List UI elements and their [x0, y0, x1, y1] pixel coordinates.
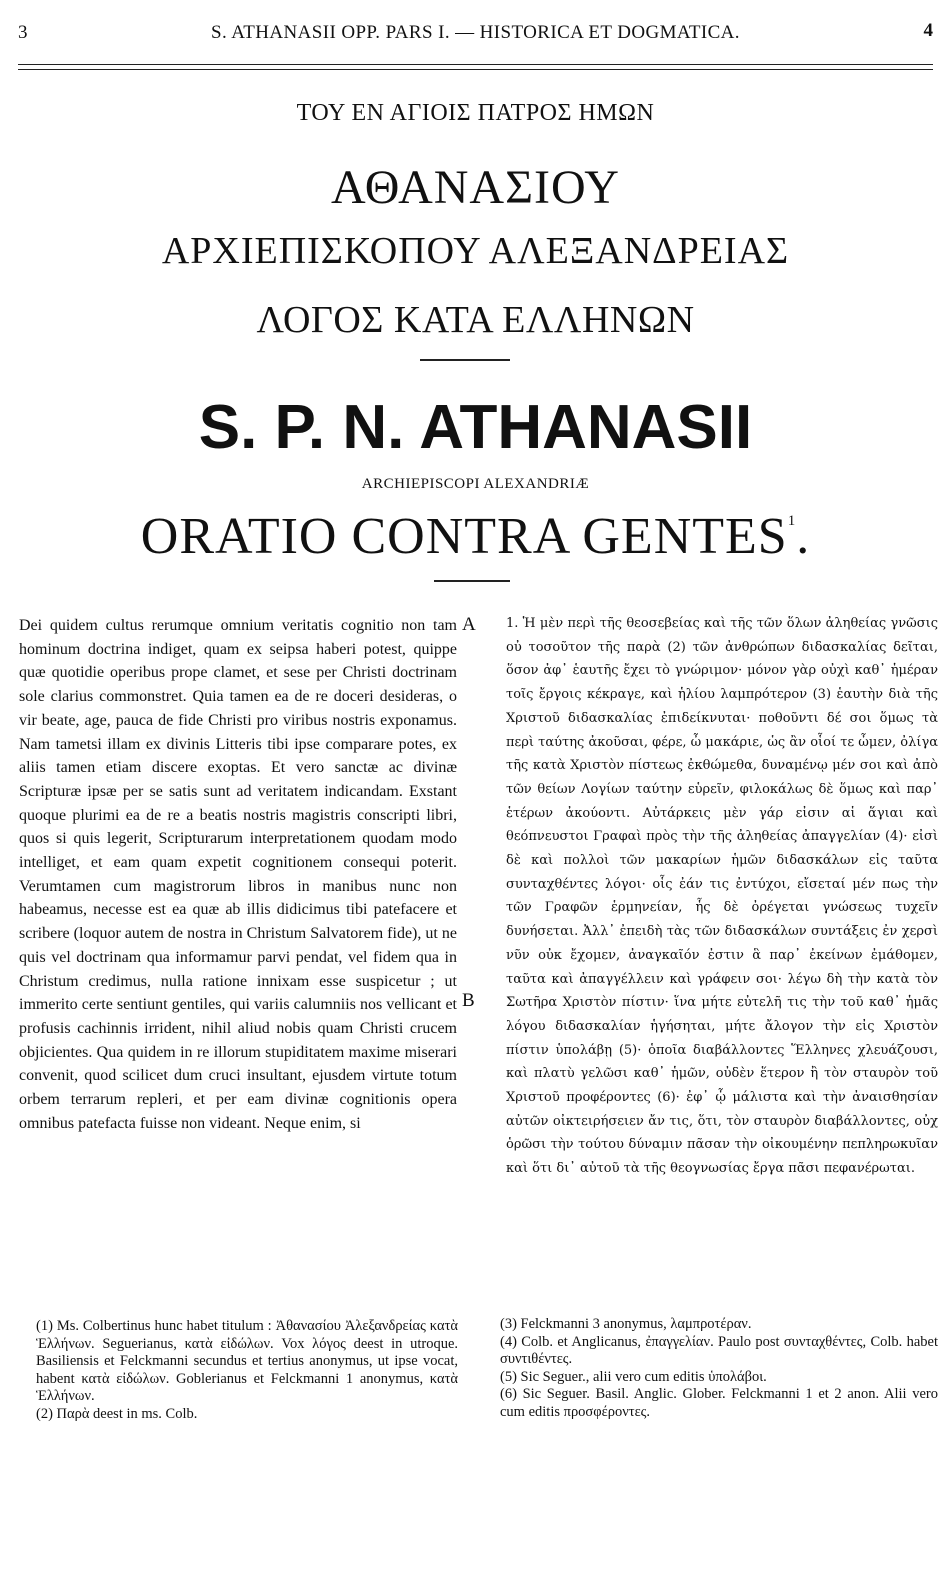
- footnotes-left: [36, 1318, 458, 1423]
- greek-column: [506, 612, 938, 1181]
- latin-title-line-2: ARCHIEPISCOPI ALEXANDRIÆ: [361, 476, 590, 492]
- footnote: (6) Sic Seguer. Basil. Anglic. Glober. Felckmanni 1 et 2 anon. Alii vero cum editis προσφέροντες.: [500, 1386, 938, 1420]
- latin-title-work: [0, 507, 951, 566]
- greek-title-author: ΑΘΑΝΑΣΙΟΥ: [331, 161, 620, 214]
- latin-column: [19, 614, 457, 1135]
- running-head: S. ATHANASII OPP. PARS I. — HISTORICA ET DOGMATICA.: [211, 22, 740, 43]
- latin-title-work-text: ORATIO CONTRA GENTES: [140, 508, 788, 565]
- greek-title-line-1: ΤΟΥ ΕΝ ΑΓΙΟΙΣ ΠΑΤΡΟΣ ΗΜΩΝ: [296, 100, 655, 126]
- footnote-mark: 1: [787, 513, 797, 529]
- greek-paragraph: 1. Ἡ μὲν περὶ τῆς θεοσεβείας καὶ τῆς τῶν ὅλων ἀληθείας γνῶσις οὐ τοσοῦτον τῆς παρὰ (2) τῶν ἀνθρώπων διδασκαλίας δεῖται, ὅσον ἀφ᾽ ἑαυτῆς ἔχει τὸ γνώριμον· μόνον γὰρ οὐχὶ καθ᾽ ἡμέραν τοῖς ἔργοις κέκραγε, καὶ ἡλίου λαμπρότερον (3) ἑαυτὴν διὰ τῆς Χριστοῦ διδασκαλίας ἐπιδείκνυται· ποθοῦντι δέ σοι ὅμως τὰ περὶ ταύτης ἀκοῦσαι, φέρε, ὦ μακάριε, ὡς ἂν οἷοί τε ὦμεν, ὀλίγα τῆς κατὰ Χριστὸν πίστεως ἐκθώμεθα, δυναμένῳ μέν σοι καὶ ἀπὸ τῶν θείων Λογίων ταύτην εὑρεῖν, φιλοκάλως δὲ ὅμως καὶ παρ᾽ ἑτέρων ἀκούοντι. Αὐτάρκεις μὲν γάρ εἰσιν αἱ ἅγιαι καὶ θεόπνευστοι Γραφαὶ πρὸς τὴν τῆς ἀληθείας ἀπαγγελίαν (4)· εἰσὶ δὲ καὶ πολλοὶ τῶν μακαρίων ἡμῶν διδασκάλων εἰς ταῦτα συνταχθέντες λόγοι· οἷς ἐάν τις ἐντύχοι, εἴσεταί μέν πως τὴν τῶν Γραφῶν ἑρμηνείαν, ἧς δὲ ὀρέγεται γνώσεως τυχεῖν δυνήσεται. Ἀλλ᾽ ἐπειδὴ τὰς τῶν διδασκάλων συντάξεις ἐν χερσὶ νῦν οὐκ ἔχομεν, ἀναγκαῖόν ἐστιν ἃ παρ᾽ ἐκείνων ἐμάθομεν, ταῦτα καὶ ἀπαγγέλλειν καὶ γράφειν σοι· λέγω δὴ τὴν κατὰ τὸν Σωτῆρα Χριστὸν πίστιν· ἵνα μήτε εὐτελῆ τις τὴν τοῦ καθ᾽ ἡμᾶς λόγου διδασκαλίαν ἡγήσηται, μήτε ἄλογον τὴν εἰς Χριστὸν πίστιν ὑπολάβῃ (5)· ὁποῖα διαβάλλοντες Ἕλληνες χλευάζουσι, καὶ πλατὺ γελῶσι καθ᾽ ἡμῶν, οὐδὲν ἕτερον ἢ τὸν σταυρὸν τοῦ Χριστοῦ προφέροντες (6)· ἐφ᾽ ᾧ μάλιστα καὶ τὴν ἀναισθησίαν αὐτῶν οἰκτειρήσειεν ἄν τις, ὅτι, τὸν σταυρὸν διαβάλλοντες, οὐχ ὁρῶσι τὴν τούτου δύναμιν πᾶσαν τὴν οἰκουμένην πεπληρωκυῖαν καὶ ὅτι δι᾽ αὐτοῦ τὰ τῆς θεογνωσίας ἔργα πᾶσι πεφανέρωται.: [506, 616, 938, 1177]
- page-number-left: 3: [18, 22, 28, 43]
- page-header: [18, 8, 933, 52]
- footnote: (3) Felckmanni 3 anonymus, λαμπροτέραν.: [500, 1316, 752, 1332]
- margin-mark-a: A: [462, 614, 476, 635]
- greek-title-work: ΛΟΓΟΣ ΚΑΤΑ ΕΛΛΗΝΩΝ: [256, 299, 695, 341]
- footnote: (1) Ms. Colbertinus hunc habet titulum : Ἀθανασίου Ἀλεξανδρείας κατὰ Ἑλλήνων. Seguerianus, κατὰ εἰδώλων. Vox λόγος deest in utroque. Basiliensis et Felckmanni secundus et tertius anonymus, ut ipse vocat, habent κατὰ εἰδώλων. Goblerianus et Felckmanni 1 anonymus, κατὰ Ἑλλήνων.: [36, 1318, 458, 1404]
- latin-title-period: .: [796, 508, 811, 565]
- title-divider: [420, 359, 510, 361]
- latin-paragraph: Dei quidem cultus rerumque omnium veritatis cognitio non tam hominum doctrina indiget, quam ex seipsa haberi potest, quippe quæ quotidie operibus prope clamet, et sese per Christi doctrinam sole clarius commonstret. Quia tamen ea de re doceri desideras, o vir beate, age, pauca de fide Christi pro viribus nostris exponamus. Nam tametsi illam ex divinis Litteris tibi ipse comparare potes, ex aliis tamen etiam discere exoptas. Et vero sanctæ ac divinæ Scripturæ ipsæ per se satis sunt ad veritatem indicandam. Exstant quoque plurimi ea de re a beatis nostris magistris conscripti libri, quos si quis legerit, Scripturarum interpretationem quodam modo intelliget, et eam quam expetit cognitionem consequi poterit. Verumtamen cum magistrorum libros in manibus nunc non habeamus, necesse est ea quæ ab illis didicimus tibi patefacere et scribere (loquor autem de nostra in Christum Salvatorem fide), ut ne quis vel doctrinam qua informamur parvi pendat, vel fidem qua in Christum credimus, nulla ratione innixam esse suspicetur ; ut immerito certe sentiunt gentiles, qui variis calumniis nos vellicant et profusis cachinnis irrident, nihil aliud nobis quam Christi crucem objicientes. Qua quidem in re illorum stupiditatem maxime miserari convenit, quod scilicet dum cruci insultant, ejusdem virtute totum orbem terrarum repleri, et per eam divinæ cognitionis opera omnibus patefacta fuisse non videant. Neque enim, si: [19, 617, 457, 1132]
- page-number-right: 4: [923, 20, 933, 41]
- margin-mark-b: B: [462, 990, 475, 1011]
- footnote: (2) Παρὰ deest in ms. Colb.: [36, 1405, 198, 1422]
- footnote: (5) Sic Seguer., alii vero cum editis ὑπολάβοι.: [500, 1368, 767, 1385]
- latin-title-author: S. P. N. ATHANASII: [198, 393, 753, 462]
- greek-title-line-3: ΑΡΧΙΕΠΙΣΚΟΠΟΥ ΑΛΕΞΑΝΔΡΕΙΑΣ: [161, 230, 790, 272]
- header-rule: [18, 64, 933, 70]
- footnote: (4) Colb. et Anglicanus, ἐπαγγελίαν. Paulo post συνταχθέντες, Colb. habet συντιθέντες.: [500, 1333, 938, 1367]
- footnotes-right: [500, 1316, 938, 1421]
- text-divider: [434, 580, 510, 582]
